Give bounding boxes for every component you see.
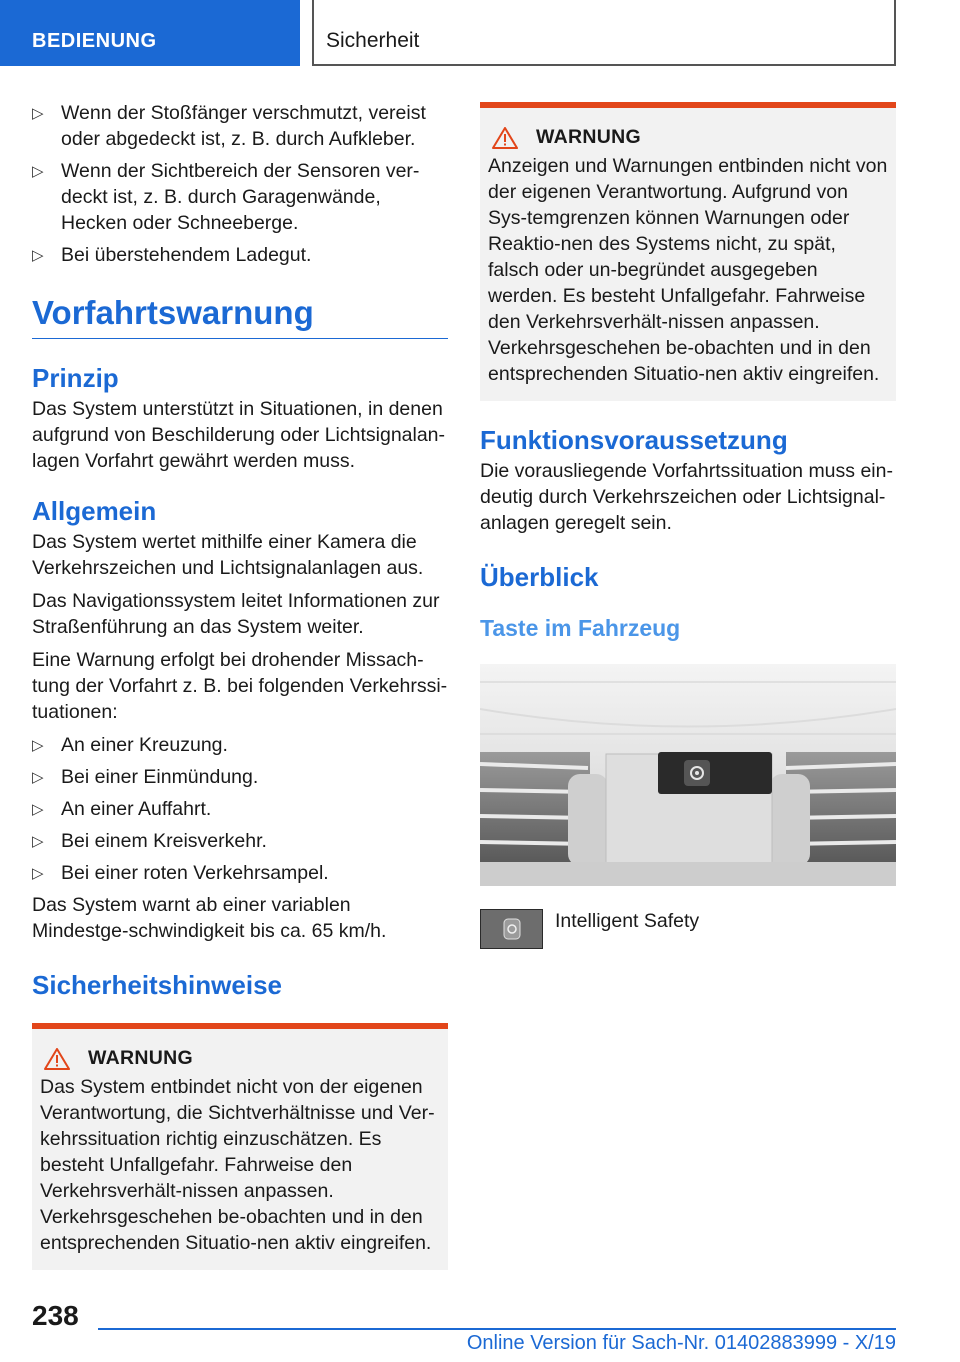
warning-title: WARNUNG <box>536 126 642 148</box>
warning-title: WARNUNG <box>88 1047 194 1069</box>
warning-box <box>32 1023 448 1270</box>
heading-funktionsvoraussetzung: Funktionsvoraussetzung <box>480 425 788 455</box>
triangle-right-icon: ▷ <box>32 105 44 122</box>
triangle-right-icon: ▷ <box>32 801 44 818</box>
list-item: ▷ An einer Auffahrt. <box>32 796 448 822</box>
list-item: ▷ Wenn der Sichtbereich der Sensoren ver-deckt ist, z. B. durch Garagenwände, Hecken oder Schneeberge. <box>32 160 420 234</box>
paragraph: Eine Warnung erfolgt bei drohender Missach-tung der Vorfahrt z. B. bei folgenden Verkehrssi-tuationen: <box>32 649 448 723</box>
triangle-right-icon: ▷ <box>32 769 44 786</box>
warning-triangle-icon <box>492 127 518 149</box>
list-item: ▷ Wenn der Stoßfänger verschmutzt, vereist oder abgedeckt ist, z. B. durch Aufkleber. <box>32 102 426 150</box>
chapter-tab: BEDIENUNG <box>0 0 300 66</box>
heading-prinzip: Prinzip <box>32 363 119 393</box>
paragraph: Das System warnt ab einer variablen Mindestge-schwindigkeit bis ca. 65 km/h. <box>32 894 387 942</box>
list-item: ▷ Bei einem Kreisverkehr. <box>32 828 448 854</box>
warning-triangle-icon <box>44 1048 70 1070</box>
page-number: 238 <box>32 1300 79 1331</box>
triangle-right-icon: ▷ <box>32 833 44 850</box>
heading-ueberblick: Überblick <box>480 562 599 592</box>
paragraph: Das System unterstützt in Situationen, in denen aufgrund von Beschilderung oder Lichtsignalan-lagen Vorfahrt gewährt werden muss. <box>32 398 446 472</box>
warning-box <box>480 102 896 401</box>
triangle-right-icon: ▷ <box>32 247 44 264</box>
paragraph: Die vorausliegende Vorfahrtssituation muss ein-deutig durch Verkehrszeichen oder Lichtsignal-anlagen geregelt sein. <box>480 460 893 534</box>
footer-text: Online Version für Sach-Nr. 01402883999 - X/19 <box>466 1332 896 1354</box>
legend-row <box>480 909 896 949</box>
paragraph: Das System wertet mithilfe einer Kamera die Verkehrszeichen und Lichtsignalanlagen aus. <box>32 531 424 579</box>
limitations-list <box>32 100 448 268</box>
right-column <box>480 102 896 949</box>
list-item: ▷ An einer Kreuzung. <box>32 732 448 758</box>
dashboard-button-photo <box>480 664 896 886</box>
triangle-right-icon: ▷ <box>32 737 44 754</box>
heading-allgemein: Allgemein <box>32 496 157 526</box>
footer-divider <box>98 1328 896 1330</box>
paragraph: Das Navigationssystem leitet Informationen zur Straßenführung an das System weiter. <box>32 590 440 638</box>
list-item: ▷ Bei einer roten Verkehrsampel. <box>32 860 448 886</box>
heading-taste-im-fahrzeug: Taste im Fahrzeug <box>480 615 681 641</box>
warning-text: Das System entbindet nicht von der eigenen Verantwortung, die Sichtverhältnisse und Ver-kehrssituation richtig einzuschätzen. Es besteht Unfallgefahr. Fahrweise den Verkehrsverhält-nissen anpassen. Verkehrsgeschehen be-obachten und in den entsprechenden Situatio-nen aktiv eingreifen. <box>40 1076 435 1254</box>
legend-label: Intelligent Safety <box>555 910 700 932</box>
intelligent-safety-icon <box>480 909 543 949</box>
warning-text: Anzeigen und Warnungen entbinden nicht von der eigenen Verantwortung. Aufgrund von Sys-temgrenzen können Warnungen oder Reaktio-nen des Systems nicht, zu spät, falsch oder un-begründet ausgegeben werden. Es besteht Unfallgefahr. Fahrweise den Verkehrsverhält-nissen anpassen. Verkehrsgeschehen be-obachten und in den entsprechenden Situatio-nen aktiv eingreifen. <box>488 155 888 385</box>
situations-list <box>32 732 448 886</box>
left-column <box>32 100 448 1280</box>
list-item: ▷ Bei überstehendem Ladegut. <box>32 242 448 268</box>
triangle-right-icon: ▷ <box>32 163 44 180</box>
page-title: Vorfahrtswarnung <box>32 294 448 339</box>
heading-sicherheitshinweise: Sicherheitshinweise <box>32 970 282 1000</box>
triangle-right-icon: ▷ <box>32 865 44 882</box>
list-item: ▷ Bei einer Einmündung. <box>32 764 448 790</box>
section-title: Sicherheit <box>312 0 896 66</box>
